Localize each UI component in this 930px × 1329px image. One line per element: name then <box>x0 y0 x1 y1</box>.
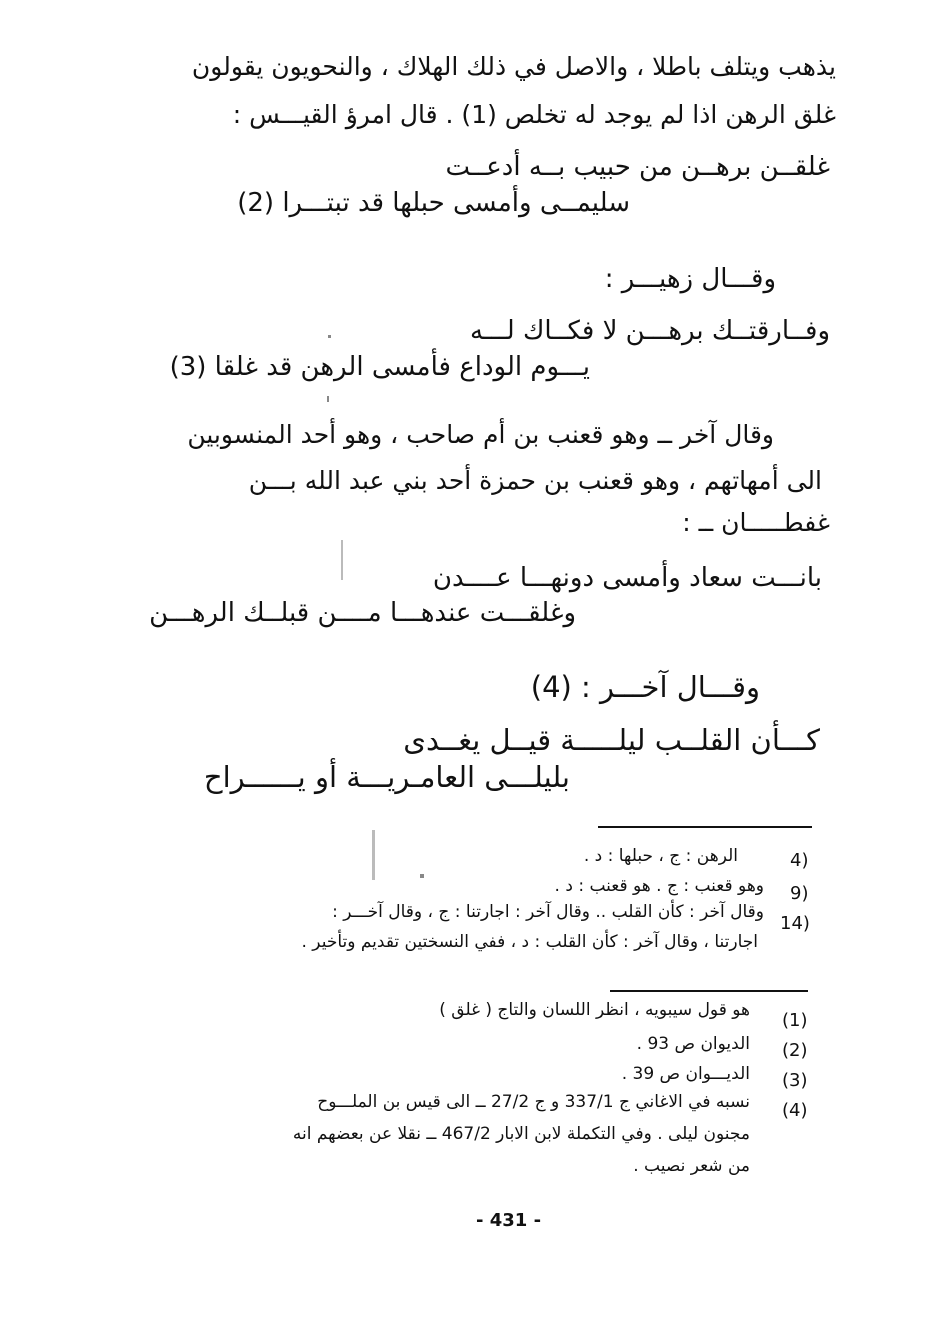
verse-hemistich-second: وغلقـــت عندهـــا مــــن قبلــك الرهـــن <box>149 598 576 628</box>
prose-line: يذهب ويتلف باطلا ، والاصل في ذلك الهلاك ، والنحويون يقولون <box>191 52 836 81</box>
apparatus-divider <box>598 826 812 828</box>
footnote-text: الديـــوان ص 39 . <box>621 1064 750 1084</box>
verse-hemistich-first: وفــارقتــك برهـــن لا فكــاك لـــه <box>469 316 830 346</box>
prose-line: غلق الرهن اذا لم يوجد له تخلص (1) . قال امرؤ القيـــس : <box>232 100 836 129</box>
scan-speck <box>328 335 331 338</box>
scan-speck <box>420 874 424 878</box>
verse-hemistich-second: سليمــى وأمسى حبلها قد تبتـــرا (2) <box>237 188 630 218</box>
prose-line: غفطـــــان ــ : <box>682 508 830 537</box>
apparatus-line-number: 14) <box>780 913 810 934</box>
apparatus-note: اجارتنا ، وقال آخر : كأن القلب : د ، ففي النسختين تقديم وتأخير . <box>301 932 758 952</box>
footnote-text: الديوان ص 93 . <box>636 1034 750 1054</box>
footnote-text: نسبه في الاغاني ج 337/1 و ج 27/2 ــ الى قيس بن الملـــوح <box>317 1092 750 1112</box>
footnote-divider <box>610 990 808 992</box>
page-number: - 431 - <box>476 1210 542 1231</box>
prose-line: وقال آخر ــ وهو قعنب بن أم صاحب ، وهو أحد المنسوبين <box>187 420 774 449</box>
apparatus-note: وهو قعنب : ج . هو قعنب : د . <box>554 876 764 896</box>
verse-hemistich-second: يـــوم الوداع فأمسى الرهن قد غلقا (3) <box>169 352 590 382</box>
apparatus-line-number: 4) <box>790 850 809 871</box>
scan-speck <box>372 830 375 880</box>
footnote-number: (1) <box>782 1010 808 1031</box>
apparatus-note: الرهن : ج ، حبلها : د . <box>583 846 738 866</box>
footnote-text: مجنون ليلى . وفي التكملة لابن الابار 467/2 ــ نقلا عن بعضهم انه <box>292 1124 750 1144</box>
footnote-text: هو قول سيبويه ، انظر اللسان والتاج ( غلق ) <box>439 1000 750 1020</box>
prose-line: الى أمهاتهم ، وهو قعنب بن حمزة أحد بني عبد الله بـــن <box>248 466 822 495</box>
verse-hemistich-first: غلقــن برهــن من حبيب بــه أدعــت <box>445 152 830 182</box>
footnote-number: (4) <box>782 1100 808 1121</box>
verse-intro: وقـــال زهيـــر : <box>604 264 776 294</box>
scan-speck <box>327 396 329 402</box>
footnote-text: من شعر نصيب . <box>633 1156 750 1176</box>
scan-speck <box>341 540 343 580</box>
footnote-number: (3) <box>782 1070 808 1091</box>
apparatus-note: وقال آخر : كأن القلب .. وقال آخر : اجارتنا : ج ، وقال آخـــر : <box>332 902 764 922</box>
verse-hemistich-first: كـــأن القلــب ليلـــــة قيــل يغــدى <box>403 723 820 757</box>
apparatus-line-number: 9) <box>790 883 809 904</box>
verse-hemistich-second: بليلـــى العامـريـــة أو يــــــراح <box>203 760 570 794</box>
verse-hemistich-first: بانـــت سعاد وأمسى دونهـــا عــــدن <box>432 563 822 593</box>
footnote-number: (2) <box>782 1040 808 1061</box>
verse-intro: وقـــال آخـــر : (4) <box>530 670 760 704</box>
